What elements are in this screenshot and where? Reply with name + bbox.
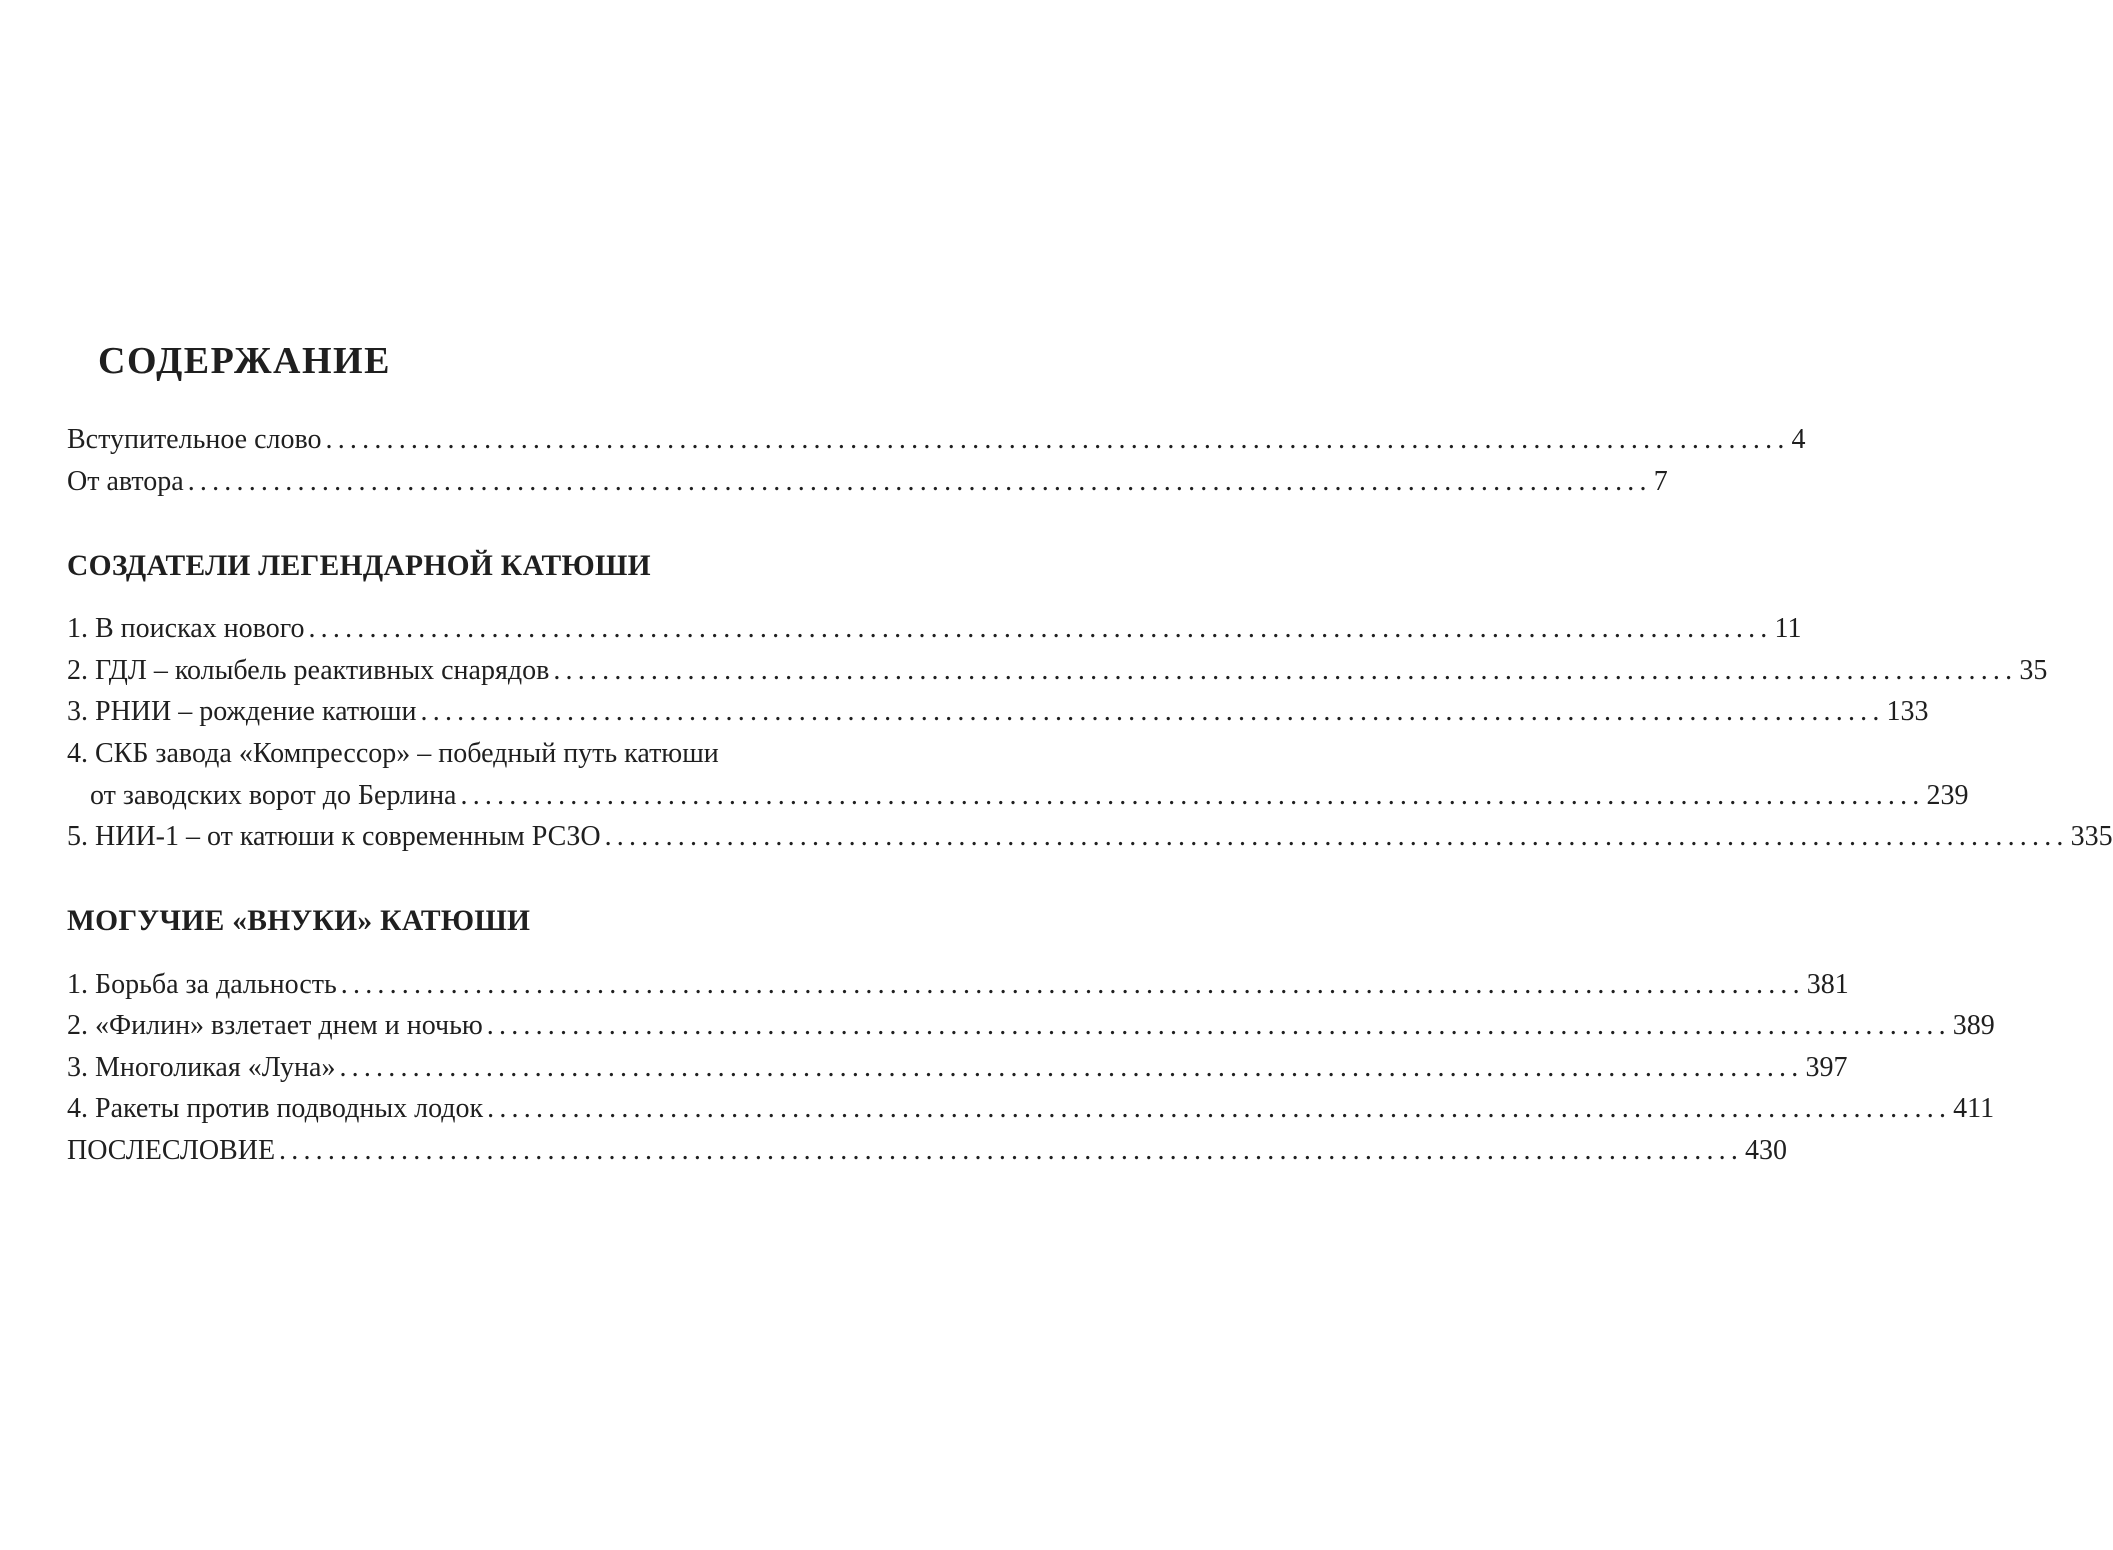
toc-entry[interactable] [67,1006,1995,1046]
leader-dots: ........................................................................................................................ [553,655,2018,686]
toc-entry-label: от заводских ворот до Берлина [90,780,457,811]
section-heading: СОЗДАТЕЛИ ЛЕГЕНДАРНОЙ КАТЮШИ [67,550,651,582]
leader-dots: ........................................................................................................................ [279,1135,1744,1166]
toc-entry[interactable] [67,965,1849,1005]
leader-dots: ........................................................................................................................ [187,466,1652,497]
toc-entry-label: ПОСЛЕСЛОВИЕ [67,1135,276,1166]
toc-entry-page: 411 [1953,1093,1995,1124]
toc-entry-label: 3. РНИИ – рождение катюши [67,696,417,727]
toc-entry[interactable] [67,692,1929,732]
toc-entry-page: 335 [2070,821,2113,852]
toc-entry-label: 5. НИИ-1 – от катюши к современным РСЗО [67,821,601,852]
toc-entry-label: 2. «Филин» взлетает днем и ночью [67,1010,483,1041]
toc-entry-label: Вступительное слово [67,424,322,455]
leader-dots: ........................................................................................................................ [340,969,1805,1000]
toc-entry-page: 133 [1886,696,1929,727]
toc-entry[interactable] [67,1048,1848,1088]
toc-entry-page: 430 [1745,1135,1788,1166]
leader-dots: ........................................................................................................................ [487,1093,1952,1124]
toc-entry-label: 3. Многоликая «Луна» [67,1052,336,1083]
toc-entry-page: 7 [1653,466,1668,497]
toc-entry[interactable] [67,420,1806,460]
toc-entry[interactable] [67,817,2113,857]
toc-entry-page: 389 [1952,1010,1995,1041]
toc-entry[interactable] [67,651,2048,691]
toc-entry-page: 4 [1791,424,1806,455]
toc-entry-label: 1. В поисках нового [67,613,305,644]
leader-dots: ........................................................................................................................ [460,780,1925,811]
toc-entry-label: От автора [67,466,184,497]
toc-entry-page: 381 [1806,969,1849,1000]
toc-entry-label-line1[interactable]: 4. СКБ завода «Компрессор» – победный путь катюши [67,738,719,769]
leader-dots: ........................................................................................................................ [420,696,1885,727]
toc-entry[interactable] [67,462,1668,502]
leader-dots: ........................................................................................................................ [308,613,1773,644]
page-title: СОДЕРЖАНИЕ [98,340,391,382]
toc-entry[interactable] [67,1089,1995,1129]
toc-entry[interactable] [67,1131,1788,1171]
toc-entry-label: 4. Ракеты против подводных лодок [67,1093,484,1124]
toc-entry-label: 2. ГДЛ – колыбель реактивных снарядов [67,655,550,686]
leader-dots: ........................................................................................................................ [339,1052,1804,1083]
leader-dots: ........................................................................................................................ [325,424,1790,455]
toc-entry-page: 11 [1774,613,1802,644]
leader-dots: ........................................................................................................................ [486,1010,1951,1041]
toc-entry-page: 35 [2019,655,2048,686]
toc-entry-page: 239 [1926,780,1969,811]
toc-entry-label: 1. Борьба за дальность [67,969,337,1000]
toc-entry[interactable] [67,776,1969,816]
leader-dots: ........................................................................................................................ [604,821,2069,852]
toc-entry[interactable] [67,609,1802,649]
toc-entry-page: 397 [1805,1052,1848,1083]
section-heading: МОГУЧИЕ «ВНУКИ» КАТЮШИ [67,905,531,937]
